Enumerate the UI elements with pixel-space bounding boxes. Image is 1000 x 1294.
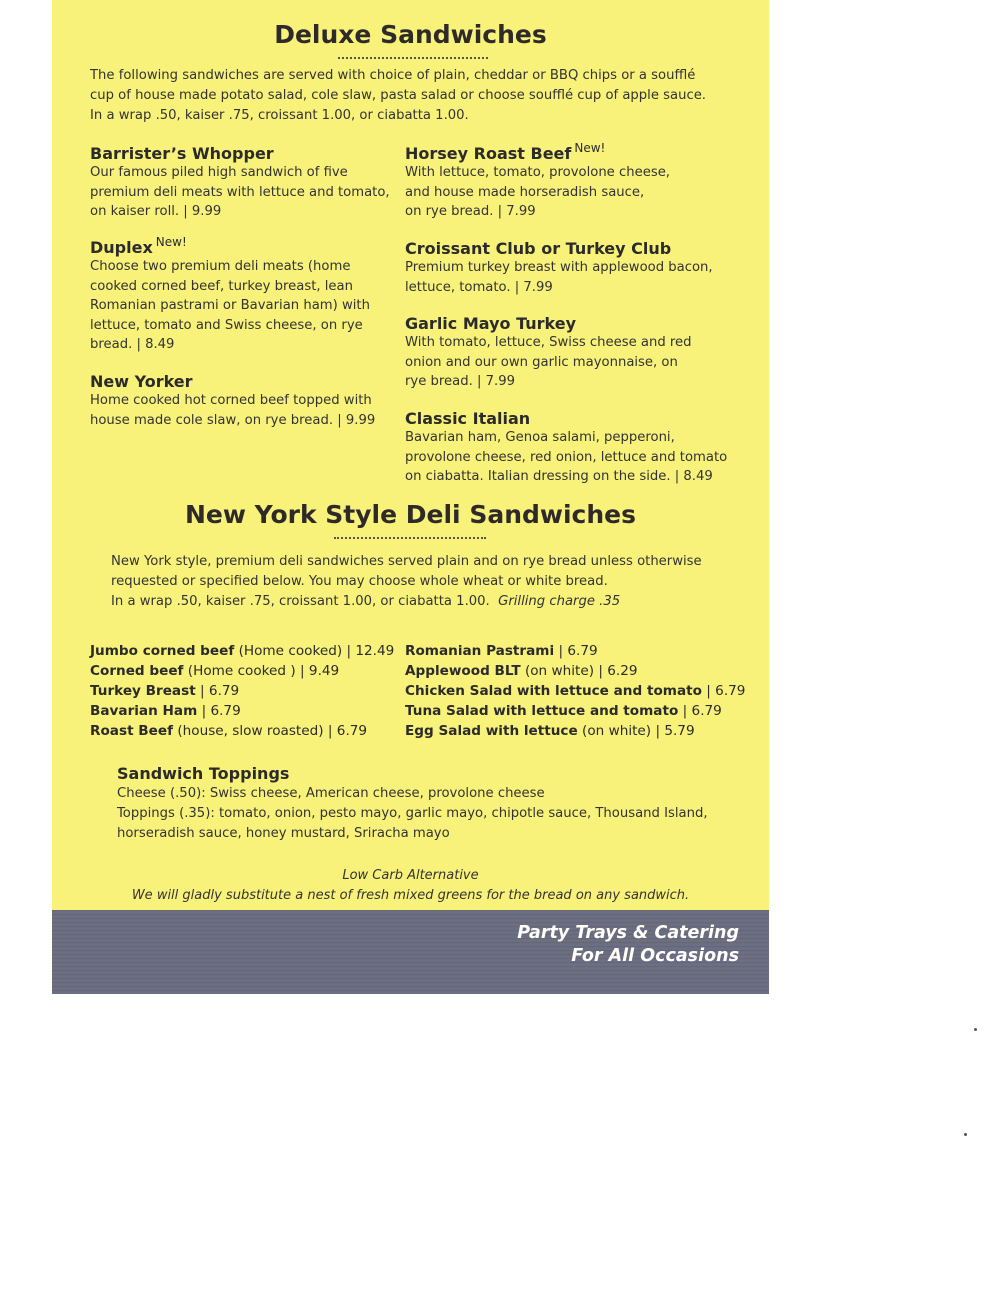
item-name: Jumbo corned beef [90,643,235,659]
item-desc [405,163,745,222]
nydeli-left-list [90,641,400,741]
item-price: | 9.49 [300,663,340,679]
item-desc-line: on kaiser roll. | 9.99 [90,204,222,220]
item-desc-line: on rye bread. | 7.99 [405,204,536,220]
sandwich-toppings [117,764,757,844]
menu-item-duplex [90,235,395,355]
item-desc [90,163,395,222]
list-item [405,661,755,681]
title-divider [334,537,486,539]
list-item [90,721,400,741]
menu-item-new-yorker [90,372,395,430]
nydeli-intro [111,552,751,612]
item-desc-line: Bavarian ham, Genoa salami, pepperoni, [405,430,675,445]
item-price: | 6.79 [201,703,241,719]
item-desc-line: Choose two premium deli meats (home [90,259,351,274]
item-name: Roast Beef [90,723,174,739]
item-name: Croissant Club or Turkey Club [405,239,672,258]
nydeli-right-list [405,641,755,741]
item-name: Classic Italian [405,409,531,428]
item-desc-line: provolone cheese, red onion, lettuce and tomato [405,449,728,465]
item-desc-line: house made cole slaw, on rye bread. | 9.99 [90,412,376,428]
item-desc-line: cooked corned beef, turkey breast, lean [90,278,353,294]
item-name: New Yorker [90,372,193,391]
item-note: (on white) [524,663,595,679]
item-price: | 6.79 [327,723,368,739]
item-name: Corned beef [90,663,184,679]
item-name: Garlic Mayo Turkey [405,314,576,333]
menu-item-classic-italian [405,409,745,487]
lowcarb-text: We will gladly substitute a nest of fresh mixed greens for the bread on any sandwich. [131,888,690,903]
scan-speck [974,1028,977,1031]
nydeli-title: New York Style Deli Sandwiches [184,500,637,529]
item-price: | 12.49 [346,643,395,659]
list-item [90,641,400,661]
item-desc-line: rye bread. | 7.99 [405,374,515,390]
item-desc-line: Romanian pastrami or Bavarian ham) with [90,298,370,314]
item-desc [405,428,745,487]
item-price: | 6.29 [598,663,638,679]
lowcarb-title: Low Carb Alternative [342,868,479,883]
scan-speck [964,1133,967,1136]
toppings-line: Cheese (.50): Swiss cheese, American cheese, provolone cheese [117,786,545,801]
item-name: Horsey Roast Beef [405,144,572,163]
item-note: (Home cooked) [238,643,343,659]
deluxe-intro-line: In a wrap .50, kaiser .75, croissant 1.00, or ciabatta 1.00. [90,108,469,123]
title-divider [338,57,488,59]
catering-line: For All Occasions [571,946,739,966]
menu-item-croissant-club [405,239,745,297]
new-badge: New! [574,141,606,155]
item-desc [90,391,395,430]
item-name: Egg Salad with lettuce [405,723,578,739]
nydeli-intro-line: In a wrap .50, kaiser .75, croissant 1.00, or ciabatta 1.00. [111,594,490,609]
list-item [90,661,400,681]
catering-line: Party Trays & Catering [517,923,739,943]
list-item [90,701,400,721]
item-name: Tuna Salad with lettuce and tomato [405,703,679,719]
item-name: Romanian Pastrami [405,643,555,659]
menu-item-barristers-whopper [90,144,395,222]
toppings-line: Toppings (.35): tomato, onion, pesto mayo, garlic mayo, chipotle sauce, Thousand Island, [117,806,708,821]
menu-item-garlic-mayo-turkey [405,314,745,392]
item-name: Bavarian Ham [90,703,198,719]
item-price: | 6.79 [200,683,240,699]
item-price: | 6.79 [682,703,722,719]
nydeli-intro-line: New York style, premium deli sandwiches served plain and on rye bread unless otherwise [111,554,702,569]
deluxe-intro [90,66,750,126]
item-desc-line: With tomato, lettuce, Swiss cheese and red [405,335,692,350]
list-item [405,721,755,741]
item-note: (Home cooked ) [187,663,296,679]
toppings-title: Sandwich Toppings [117,764,290,783]
item-desc-line: premium deli meats with lettuce and tomato, [90,184,390,200]
catering-banner [52,910,769,994]
item-name: Barrister’s Whopper [90,144,274,163]
item-desc-line: onion and our own garlic mayonnaise, on [405,354,678,370]
toppings-line: horseradish sauce, honey mustard, Sriracha mayo [117,826,450,841]
item-desc [90,257,395,355]
item-desc [405,258,745,297]
item-price: | 6.79 [706,683,746,699]
menu-page [52,0,769,994]
deluxe-intro-line: The following sandwiches are served with choice of plain, cheddar or BBQ chips or a soufflé [90,68,696,83]
item-desc-line: on ciabatta. Italian dressing on the side. | 8.49 [405,469,713,485]
item-desc-line: lettuce, tomato. | 7.99 [405,279,553,295]
deluxe-title: Deluxe Sandwiches [274,20,547,49]
deluxe-intro-line: cup of house made potato salad, cole slaw, pasta salad or choose soufflé cup of apple sauce. [90,88,707,103]
nydeli-intro-line: requested or specified below. You may choose whole wheat or white bread. [111,574,608,589]
item-name: Duplex [90,238,153,257]
item-desc-line: Our famous piled high sandwich of five [90,165,348,180]
item-desc-line: and house made horseradish sauce, [405,184,645,200]
item-note: (house, slow roasted) [177,723,324,739]
item-desc-line: Home cooked hot corned beef topped with [90,393,372,408]
list-item [405,641,755,661]
catering-text [517,922,739,968]
item-desc-line: lettuce, tomato and Swiss cheese, on rye [90,317,363,333]
item-price: | 6.79 [558,643,598,659]
list-item [90,681,400,701]
item-desc-line: Premium turkey breast with applewood bacon, [405,260,713,275]
list-item [405,681,755,701]
item-price: | 5.79 [655,723,695,739]
item-desc-line: With lettuce, tomato, provolone cheese, [405,165,670,180]
item-desc [405,333,745,392]
new-badge: New! [155,235,187,249]
menu-item-horsey-roast-beef [405,141,745,222]
item-name: Applewood BLT [405,663,521,679]
list-item [405,701,755,721]
grilling-charge: Grilling charge .35 [498,594,621,609]
item-name: Chicken Salad with lettuce and tomato [405,683,702,699]
item-desc-line: bread. | 8.49 [90,337,175,353]
item-name: Turkey Breast [90,683,196,699]
item-note: (on white) [582,723,652,739]
